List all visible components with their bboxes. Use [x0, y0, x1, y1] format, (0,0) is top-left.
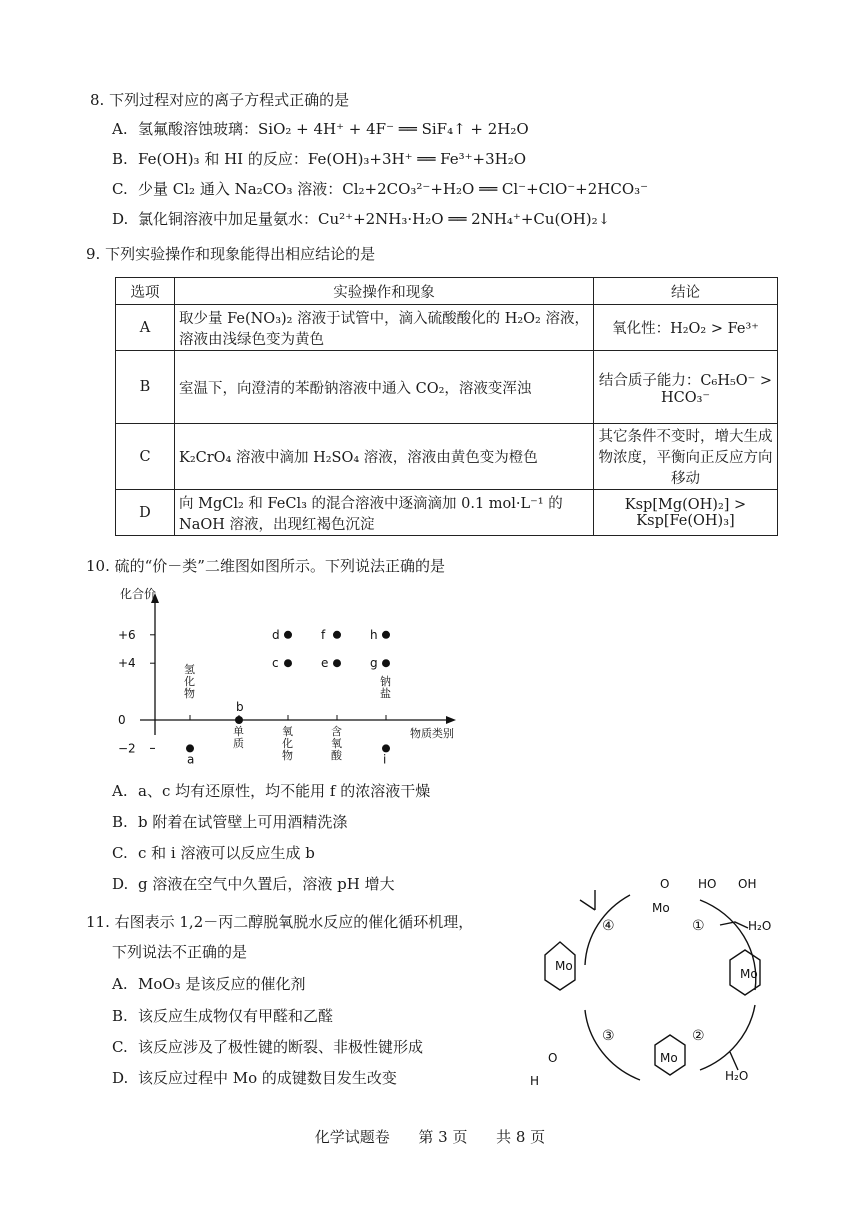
y-axis-label: 化合价 — [120, 587, 157, 601]
row-operation: K₂CrO₄ 溶液中滴加 H₂SO₄ 溶液，溶液由黄色变为橙色 — [175, 424, 594, 490]
data-point-b — [235, 716, 243, 724]
diol-ho: HO — [698, 877, 717, 891]
formaldehyde-o: O — [548, 1051, 558, 1065]
x-category-label: 氢化物 — [184, 663, 195, 700]
option-letter: B. — [112, 150, 128, 168]
question-8-stem: 8. 下列过程对应的离子方程式正确的是 — [90, 91, 350, 109]
x-category-label: 含氧酸 — [331, 725, 342, 762]
option-letter: B. — [112, 1007, 128, 1025]
option-text: 该反应生成物仅有甲醛和乙醛 — [138, 1007, 334, 1025]
cycle-arrow-2 — [700, 1005, 755, 1070]
y-tick-label: 0 — [118, 713, 126, 727]
catalytic-cycle-diagram — [520, 870, 790, 1100]
water-label-2: H₂O — [725, 1069, 749, 1083]
option-letter: D. — [112, 1069, 129, 1087]
option-letter: B. — [112, 813, 128, 831]
step-3-label: ③ — [602, 1028, 615, 1044]
data-point-label: e — [321, 656, 329, 671]
option-text: MoO₃ 是该反应的催化剂 — [138, 975, 306, 993]
table-row — [116, 490, 778, 536]
q8-option-a — [112, 118, 529, 139]
experiment-table — [115, 277, 778, 536]
q10-option-b — [112, 811, 347, 832]
y-tick-label: +6 — [118, 627, 136, 642]
option-text: a、c 均有还原性，均不能用 f 的浓溶液干燥 — [138, 782, 431, 800]
q11-option-b — [112, 1005, 333, 1026]
diol-oh: OH — [738, 877, 757, 891]
x-category-label: 氧化物 — [282, 725, 293, 762]
option-letter: A. — [112, 782, 128, 800]
data-point-i — [382, 744, 390, 752]
option-text: c 和 i 溶液可以反应生成 b — [138, 844, 315, 862]
x-category-label: 钠盐 — [380, 675, 391, 700]
data-point-label: c — [272, 656, 279, 671]
data-point-d — [284, 631, 292, 639]
row-conclusion: 氧化性：H₂O₂ > Fe³⁺ — [594, 305, 778, 351]
page-footer: 化学试题卷 第 3 页 共 8 页 — [314, 1128, 546, 1146]
row-option: A — [116, 305, 175, 351]
data-point-h — [382, 631, 390, 639]
data-point-f — [333, 631, 341, 639]
option-text: b 附着在试管壁上可用酒精洗涤 — [138, 813, 348, 831]
row-option: C — [116, 424, 175, 490]
table-header-row — [116, 278, 778, 305]
question-10-stem: 10. 硫的“价－类”二维图如图所示。下列说法正确的是 — [86, 557, 445, 575]
q8-option-c — [112, 178, 648, 199]
question-9-stem: 9. 下列实验操作和现象能得出相应结论的是 — [86, 245, 376, 263]
data-point-a — [186, 744, 194, 752]
header-conclusion: 结论 — [594, 278, 778, 305]
table-row — [116, 351, 778, 424]
data-point-label: i — [383, 752, 387, 767]
step-2-label: ② — [692, 1028, 705, 1044]
option-text: 氢氟酸溶蚀玻璃：SiO₂ + 4H⁺ + 4F⁻ ══ SiF₄↑ + 2H₂O — [138, 120, 529, 138]
header-operation: 实验操作和现象 — [175, 278, 594, 305]
table-row — [116, 424, 778, 490]
sulfur-valence-class-chart — [110, 585, 490, 770]
q8-option-b — [112, 148, 526, 169]
mo-center-top: Mo — [652, 901, 670, 915]
water-label-1: H₂O — [748, 919, 772, 933]
option-text: 少量 Cl₂ 通入 Na₂CO₃ 溶液：Cl₂+2CO₃²⁻+H₂O ══ Cl⁻+ClO⁻+2HCO₃⁻ — [138, 180, 649, 198]
formaldehyde-h: H — [530, 1074, 540, 1088]
y-tick-label: +4 — [118, 656, 136, 671]
cycle-arrow-3 — [585, 1010, 640, 1080]
data-point-e — [333, 659, 341, 667]
row-conclusion: 其它条件不变时，增大生成物浓度，平衡向正反应方向移动 — [594, 424, 778, 490]
row-conclusion: 结合质子能力：C₆H₅O⁻ > HCO₃⁻ — [594, 351, 778, 424]
q8-option-d — [112, 208, 610, 229]
row-operation: 室温下，向澄清的苯酚钠溶液中通入 CO₂，溶液变浑浊 — [175, 351, 594, 424]
option-text: g 溶液在空气中久置后，溶液 pH 增大 — [138, 875, 395, 893]
option-letter: D. — [112, 210, 129, 228]
x-category-label: 单质 — [233, 725, 244, 750]
option-text: 该反应过程中 Mo 的成键数目发生改变 — [138, 1069, 397, 1087]
question-11-stem-line1: 11. 右图表示 1,2－丙二醇脱氧脱水反应的催化循环机理， — [86, 913, 474, 931]
mo-center-bottom: Mo — [660, 1051, 678, 1065]
table-row — [116, 305, 778, 351]
data-point-label: h — [370, 627, 378, 642]
oxo-o-top: O — [660, 877, 670, 891]
q11-option-a — [112, 973, 305, 994]
data-point-label: d — [272, 627, 280, 642]
step-1-label: ① — [692, 918, 705, 934]
data-point-label: b — [236, 700, 244, 714]
x-axis-label: 物质类别 — [410, 727, 454, 740]
row-option: D — [116, 490, 175, 536]
x-axis-arrow — [446, 716, 456, 724]
row-operation: 向 MgCl₂ 和 FeCl₃ 的混合溶液中逐滴滴加 0.1 mol·L⁻¹ 的 NaOH 溶液，出现红褐色沉淀 — [175, 490, 594, 536]
mo-center-left: Mo — [555, 959, 573, 973]
row-conclusion: Ksp[Mg(OH)₂] > Ksp[Fe(OH)₃] — [594, 490, 778, 536]
q10-option-d — [112, 873, 395, 894]
data-point-g — [382, 659, 390, 667]
option-text: 氯化铜溶液中加足量氨水：Cu²⁺+2NH₃·H₂O ══ 2NH₄⁺+Cu(OH)₂↓ — [138, 210, 611, 228]
q11-option-c — [112, 1036, 423, 1057]
water-release-arrow-1 — [720, 922, 748, 928]
propene-fragment — [580, 890, 595, 910]
question-11-stem-line2: 下列说法不正确的是 — [112, 943, 248, 961]
option-letter: C. — [112, 844, 128, 862]
q11-option-d — [112, 1067, 397, 1088]
option-letter: C. — [112, 1038, 128, 1056]
option-text: Fe(OH)₃ 和 HI 的反应：Fe(OH)₃+3H⁺ ══ Fe³⁺+3H₂O — [138, 150, 527, 168]
q10-option-c — [112, 842, 315, 863]
option-letter: C. — [112, 180, 128, 198]
option-letter: D. — [112, 875, 129, 893]
data-point-label: g — [370, 656, 378, 671]
mo-center-right: Mo — [740, 967, 758, 981]
data-point-label: f — [321, 627, 326, 642]
data-point-c — [284, 659, 292, 667]
water-release-arrow-2 — [730, 1052, 738, 1070]
y-tick-label: −2 — [118, 741, 136, 756]
row-option: B — [116, 351, 175, 424]
option-letter: A. — [112, 975, 128, 993]
row-operation: 取少量 Fe(NO₃)₂ 溶液于试管中，滴入硫酸酸化的 H₂O₂ 溶液，溶液由浅绿色变为黄色 — [175, 305, 594, 351]
option-text: 该反应涉及了极性键的断裂、非极性键形成 — [138, 1038, 424, 1056]
q10-option-a — [112, 780, 430, 801]
data-point-label: a — [187, 752, 195, 767]
header-option: 选项 — [116, 278, 175, 305]
step-4-label: ④ — [602, 918, 615, 934]
option-letter: A. — [112, 120, 128, 138]
